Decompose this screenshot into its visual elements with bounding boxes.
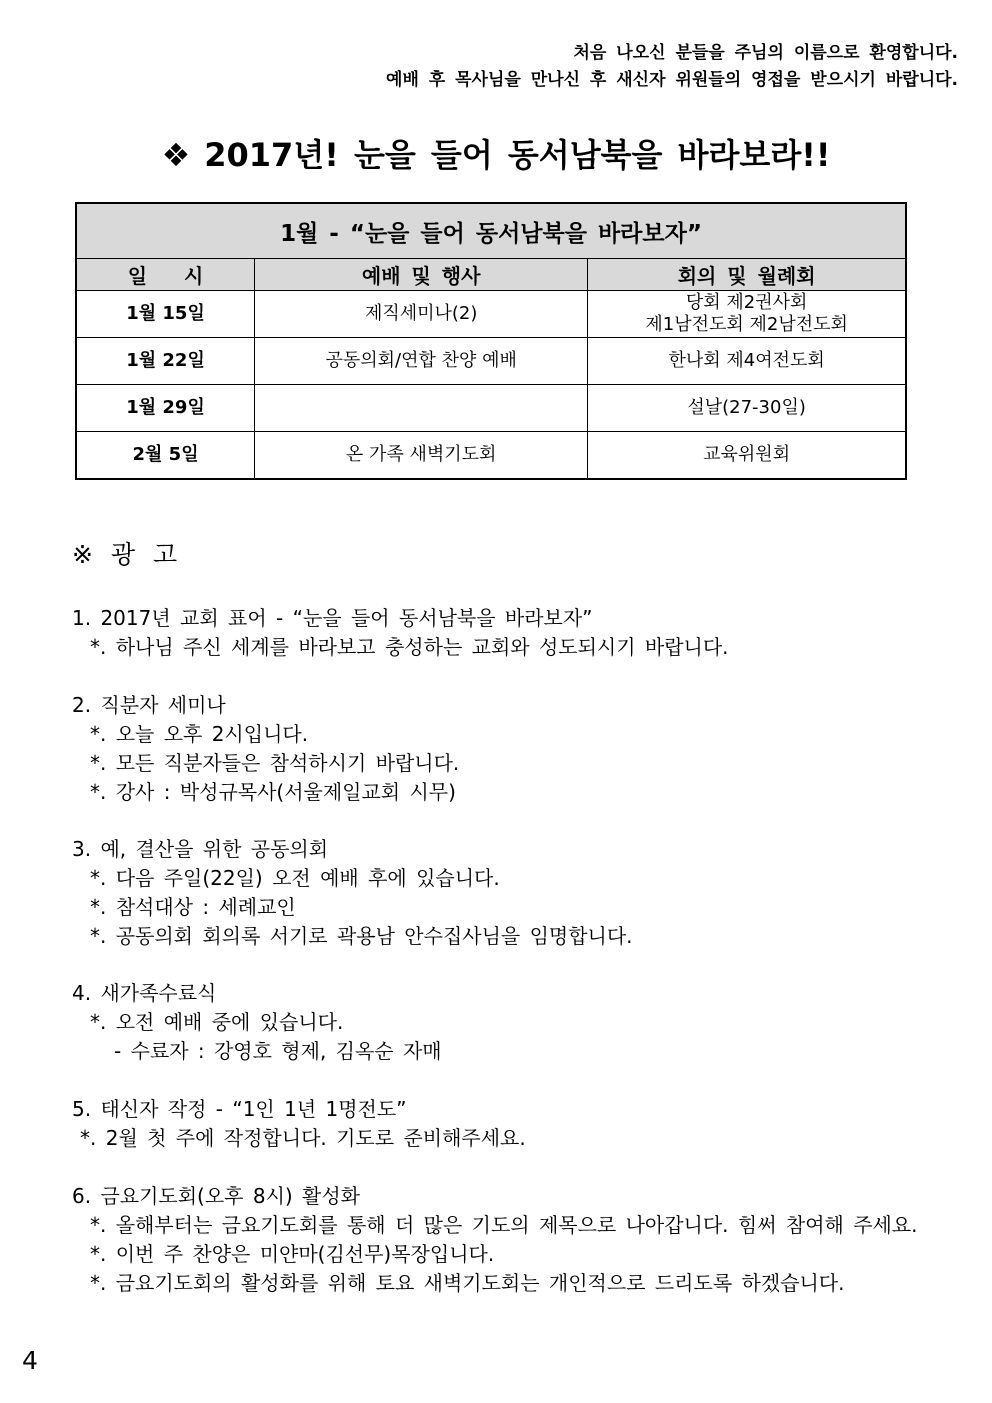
notice-line: *. 오전 예배 중에 있습니다.: [90, 1010, 344, 1034]
table-row: [76, 432, 906, 480]
page-number: 4: [22, 1346, 38, 1375]
welcome-message: [386, 40, 958, 94]
schedule-meeting: 한나회 제4여전도회: [588, 338, 906, 385]
schedule-meeting-line: 제1남전도회 제2남전도회: [645, 314, 848, 335]
schedule-date: 1월 22일: [76, 338, 255, 385]
column-header-meeting: 회의 및 월례회: [588, 259, 906, 291]
notice-line: *. 하나님 주신 세계를 바라보고 충성하는 교회와 성도되시기 바랍니다.: [90, 635, 729, 659]
schedule-meeting-line: 당회 제2권사회: [685, 292, 808, 313]
schedule-month-title: 1월 - “눈을 들어 동서남북을 바라보자”: [76, 203, 906, 259]
notices-heading: ※ 광 고: [72, 540, 180, 569]
schedule-event: [255, 385, 588, 432]
notice-item: [72, 979, 442, 1066]
notice-title: 4. 새가족수료식: [72, 981, 217, 1005]
notice-line: *. 참석대상 : 세례교인: [90, 895, 296, 919]
notice-title: 5. 태신자 작정 - “1인 1년 1명전도”: [72, 1097, 407, 1121]
table-row: [76, 385, 906, 432]
notice-line: *. 강사 : 박성규목사(서울제일교회 시무): [90, 780, 456, 804]
schedule-month-header: [76, 203, 906, 259]
notice-item: [72, 604, 729, 662]
notice-line: *. 모든 직분자들은 참석하시기 바랍니다.: [90, 751, 460, 775]
schedule-date: 1월 29일: [76, 385, 255, 432]
notice-item: [72, 1095, 526, 1153]
notice-line: *. 금요기도회의 활성화를 위해 토요 새벽기도회는 개인적으로 드리도록 하겠습니다.: [90, 1271, 845, 1295]
schedule-event: 온 가족 새벽기도회: [255, 432, 588, 480]
diamond-icon: ❖: [161, 136, 191, 174]
column-header-event: 예배 및 행사: [255, 259, 588, 291]
welcome-line-1: 처음 나오신 분들을 주님의 이름으로 환영합니다.: [573, 43, 958, 63]
schedule-date: 1월 15일: [76, 291, 255, 338]
page-title-text: 2017년! 눈을 들어 동서남북을 바라보라!!: [204, 136, 831, 174]
notice-line: *. 2월 첫 주에 작정합니다. 기도로 준비해주세요.: [80, 1126, 526, 1150]
schedule-meeting: 설날(27-30일): [588, 385, 906, 432]
notice-item: [72, 691, 459, 807]
schedule-meeting: [588, 291, 906, 338]
schedule-column-headers: [76, 259, 906, 291]
schedule-date: 2월 5일: [76, 432, 255, 480]
welcome-line-2: 예배 후 목사님을 만나신 후 새신자 위원들의 영접을 받으시기 바랍니다.: [386, 70, 958, 90]
notice-title: 6. 금요기도회(오후 8시) 활성화: [72, 1184, 361, 1208]
schedule-table: [75, 202, 907, 480]
notice-line: *. 이번 주 찬양은 미얀마(김선무)목장입니다.: [90, 1242, 495, 1266]
notice-item: [72, 835, 633, 951]
notice-sub-line: - 수료자 : 강영호 형제, 김옥순 자매: [114, 1039, 442, 1063]
notice-title: 1. 2017년 교회 표어 - “눈을 들어 동서남북을 바라보자”: [72, 606, 593, 630]
page-title: [0, 130, 992, 176]
notice-title: 2. 직분자 세미나: [72, 693, 226, 717]
notice-line: *. 올해부터는 금요기도회를 통해 더 많은 기도의 제목으로 나아갑니다. 힘써 참여해 주세요.: [90, 1213, 918, 1237]
notice-line: *. 오늘 오후 2시입니다.: [90, 722, 309, 746]
notice-title: 3. 예, 결산을 위한 공동의회: [72, 837, 329, 861]
notice-item: [72, 1182, 918, 1298]
table-row: [76, 338, 906, 385]
schedule-event: 제직세미나(2): [255, 291, 588, 338]
table-row: [76, 291, 906, 338]
notice-line: *. 다음 주일(22일) 오전 예배 후에 있습니다.: [90, 866, 500, 890]
notice-line: *. 공동의회 회의록 서기로 곽용남 안수집사님을 임명합니다.: [90, 924, 633, 948]
schedule-meeting: 교육위원회: [588, 432, 906, 480]
column-header-date: 일 시: [76, 259, 255, 291]
schedule-event: 공동의회/연합 찬양 예배: [255, 338, 588, 385]
